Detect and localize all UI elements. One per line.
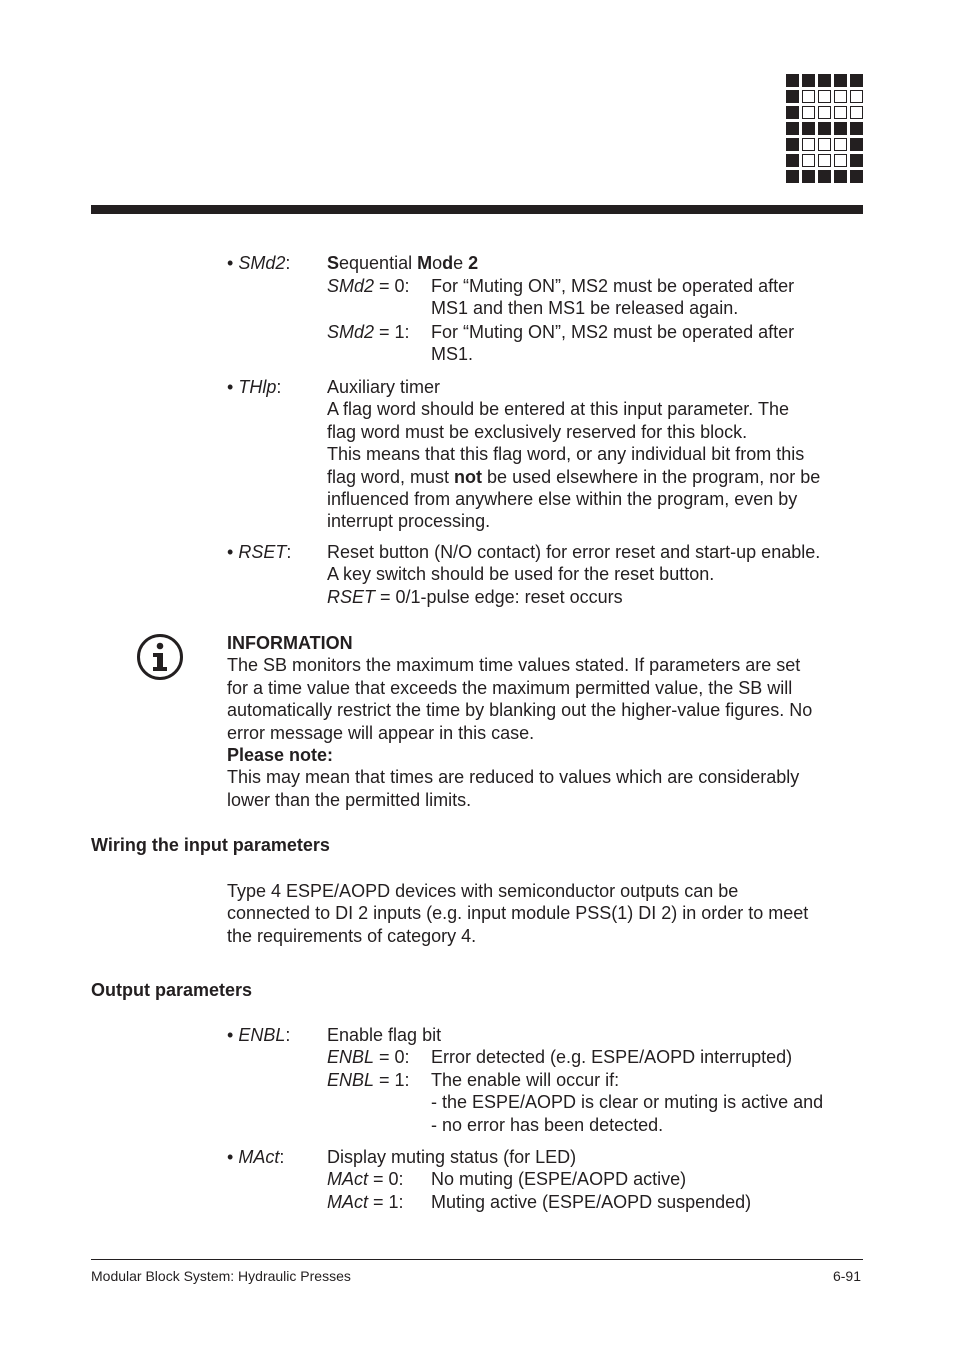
logo-cell <box>786 122 799 135</box>
logo-cell <box>786 106 799 119</box>
footer-title: Modular Block System: Hydraulic Presses <box>91 1268 351 1284</box>
param-rset-text: Reset button (N/O contact) for error reset and start-up enable. A key switch should be used for the reset button. RSET = 0/1-pulse edge: reset occurs <box>327 542 821 607</box>
information-block: INFORMATION The SB monitors the maximum time values stated. If parameters are set for a time value that exceeds the maximum permitted value, the SB will automatically restrict the time by blanking out the higher-value figures. No error message will appear in this case. Please note: This may mean that times are reduced to values which are considerably lower than the permitted limits. <box>227 632 857 811</box>
logo-cell <box>850 138 863 151</box>
logo-cell <box>818 170 831 183</box>
logo-cell <box>818 74 831 87</box>
logo-cell <box>786 154 799 167</box>
logo-cell <box>802 74 815 87</box>
page-number: 6-91 <box>832 1268 861 1284</box>
logo-cell <box>834 106 847 119</box>
param-mact-title: Display muting status (for LED) <box>327 1147 577 1167</box>
logo-cell <box>818 106 831 119</box>
information-icon <box>136 633 184 681</box>
logo-cell <box>786 74 799 87</box>
logo-cell <box>818 154 831 167</box>
logo-cell <box>802 122 815 135</box>
logo-cell <box>850 154 863 167</box>
enbl-0-key: ENBL = 0: <box>327 1047 410 1067</box>
logo-cell <box>834 138 847 151</box>
logo-cell <box>834 170 847 183</box>
information-title: INFORMATION <box>227 633 353 653</box>
note-label: Please note: <box>227 745 334 766</box>
param-mact-label: • MAct: <box>227 1147 285 1167</box>
logo-cell <box>786 170 799 183</box>
param-rset-label: • RSET: <box>227 542 292 562</box>
enbl-1-key: ENBL = 1: <box>327 1070 410 1090</box>
logo-cell <box>818 90 831 103</box>
param-thlp-label: • THlp: <box>227 377 282 397</box>
mact-0-text: No muting (ESPE/AOPD active) <box>431 1169 687 1189</box>
logo-cell <box>802 170 815 183</box>
wiring-text: Type 4 ESPE/AOPD devices with semiconductor outputs can be connected to DI 2 inputs (e.g. input module PSS(1) DI 2) in order to meet the requirements of category 4. <box>227 881 809 946</box>
logo-cell <box>834 154 847 167</box>
param-enbl-title: Enable flag bit <box>327 1025 442 1045</box>
header-rule <box>91 205 863 214</box>
mact-1-text: Muting active (ESPE/AOPD suspended) <box>431 1192 752 1212</box>
footer-rule <box>91 1259 863 1260</box>
logo-cell <box>786 90 799 103</box>
logo-cell <box>834 74 847 87</box>
logo-cell <box>850 170 863 183</box>
logo-cell <box>802 154 815 167</box>
smd2-0-text: For “Muting ON”, MS2 must be operated after MS1 and then MS1 be released again. <box>431 276 795 319</box>
logo-cell <box>818 138 831 151</box>
logo-cell <box>818 122 831 135</box>
logo-cell <box>802 90 815 103</box>
smd2-0-key: SMd2 = 0: <box>327 276 410 296</box>
logo-cell <box>850 122 863 135</box>
wiring-heading: Wiring the input parameters <box>91 835 330 855</box>
param-enbl-label: • ENBL: <box>227 1025 291 1045</box>
enbl-0-text: Error detected (e.g. ESPE/AOPD interrupted) <box>431 1047 793 1067</box>
param-smd2-title: Sequential Mode 2 <box>327 253 479 273</box>
logo-cell <box>850 90 863 103</box>
enbl-1-text: The enable will occur if: - the ESPE/AOPD is clear or muting is active and - no error has been detected. <box>431 1070 824 1135</box>
mact-0-key: MAct = 0: <box>327 1169 404 1189</box>
mact-1-key: MAct = 1: <box>327 1192 404 1212</box>
logo-cell <box>802 106 815 119</box>
output-heading: Output parameters <box>91 980 253 1000</box>
logo-cell <box>850 106 863 119</box>
smd2-1-key: SMd2 = 1: <box>327 322 410 342</box>
logo-cell <box>850 74 863 87</box>
logo-cell <box>834 90 847 103</box>
param-smd2-label: • SMd2: <box>227 253 291 273</box>
param-thlp-text: Auxiliary timer A flag word should be entered at this input parameter. The flag word must be exclusively reserved for this block. This means that this flag word, or any individual bit from this flag word, must not be used elsewhere in the program, nor be influenced from anywhere else within the program, even by interrupt processing. <box>327 377 821 532</box>
logo-cell <box>802 138 815 151</box>
smd2-1-text: For “Muting ON”, MS2 must be operated after MS1. <box>431 322 795 365</box>
logo-cell <box>786 138 799 151</box>
logo-cell <box>834 122 847 135</box>
grid-logo <box>786 74 864 184</box>
